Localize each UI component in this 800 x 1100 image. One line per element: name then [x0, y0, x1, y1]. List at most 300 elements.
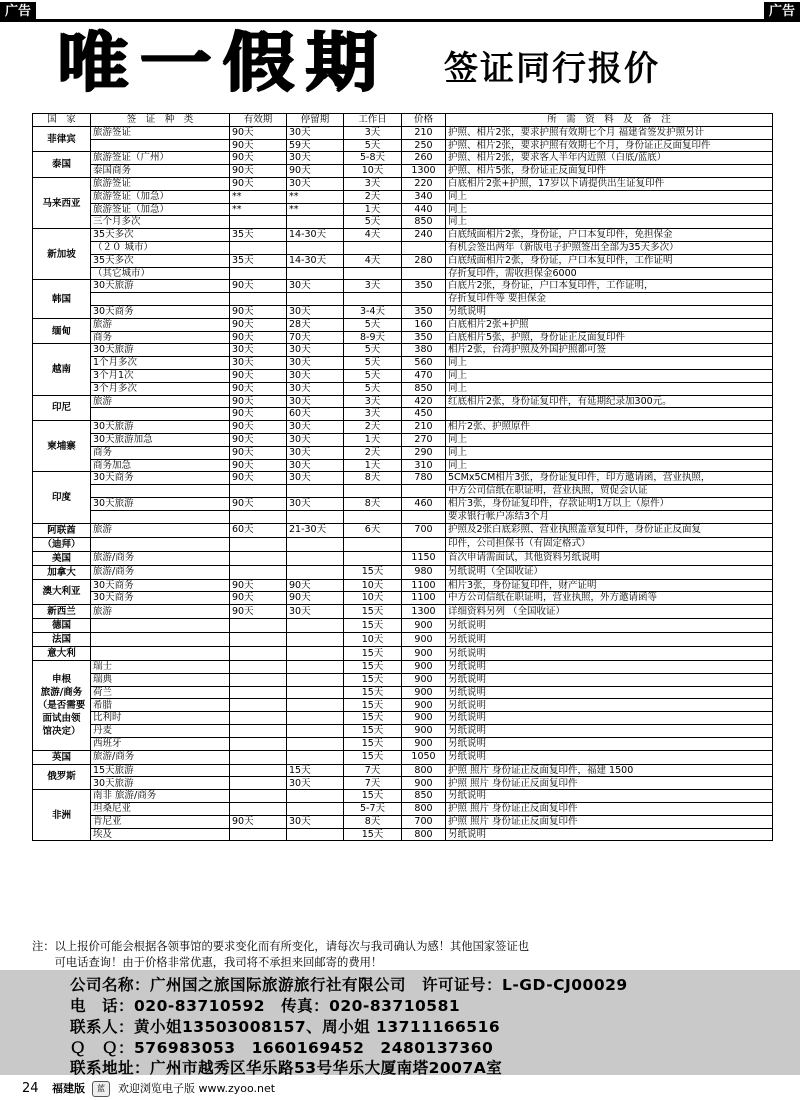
- price-cell: 700: [402, 815, 446, 828]
- table-row: [33, 661, 773, 674]
- contact-panel: [0, 970, 800, 1075]
- visa-type-cell: 30天旅游: [91, 344, 230, 357]
- workdays-cell: 8-9天: [344, 331, 402, 344]
- validity-cell: [230, 267, 287, 280]
- validity-cell: 60天: [230, 523, 287, 537]
- page-subtitle: 签证同行报价: [444, 49, 660, 89]
- price-cell: 160: [402, 318, 446, 331]
- stay-cell: 30天: [287, 433, 344, 446]
- validity-cell: [230, 777, 287, 790]
- validity-cell: [230, 737, 287, 750]
- visa-type-cell: [91, 537, 230, 551]
- requirements-cell: 护照、相片5张，身份证正反面复印件: [446, 165, 773, 178]
- table-row: [33, 344, 773, 357]
- visa-type-cell: [91, 408, 230, 421]
- visa-type-cell: 30天旅游: [91, 421, 230, 434]
- visa-type-cell: [91, 647, 230, 661]
- requirements-cell: 红底相片2张，身份证复印件，有延期纪录加300元。: [446, 395, 773, 408]
- requirements-cell: 护照 照片 身份证正反面复印件: [446, 803, 773, 816]
- price-cell: 900: [402, 633, 446, 647]
- workdays-cell: 15天: [344, 828, 402, 841]
- visa-type-cell: 35天多次: [91, 254, 230, 267]
- price-cell: 850: [402, 382, 446, 395]
- country-cell: 申根 旅游/商务 （是否需要 面试由领 馆决定）: [33, 661, 91, 751]
- validity-cell: 90天: [230, 152, 287, 165]
- validity-cell: [230, 647, 287, 661]
- visa-type-cell: [91, 633, 230, 647]
- validity-cell: [230, 790, 287, 803]
- table-row: [33, 510, 773, 523]
- contact-persons: 联系人：黄小姐13503008157、周小姐 13711166516: [70, 1018, 501, 1036]
- price-cell: 980: [402, 565, 446, 579]
- requirements-cell: 另纸说明: [446, 673, 773, 686]
- note-line-1: 注：以上报价可能会根据各领事馆的要求变化而有所变化，请每次与我司确认为感！其他国家签证也: [32, 940, 530, 953]
- workdays-cell: 6天: [344, 523, 402, 537]
- header-country: 国 家: [33, 114, 91, 127]
- visa-type-cell: 荷兰: [91, 686, 230, 699]
- price-cell: 900: [402, 619, 446, 633]
- workdays-cell: 15天: [344, 750, 402, 764]
- workdays-cell: 4天: [344, 254, 402, 267]
- stay-cell: 60天: [287, 408, 344, 421]
- table-row: [33, 229, 773, 242]
- validity-cell: [230, 828, 287, 841]
- country-cell: 印尼: [33, 395, 91, 421]
- stay-cell: 30天: [287, 344, 344, 357]
- workdays-cell: 5天: [344, 382, 402, 395]
- validity-cell: 90天: [230, 305, 287, 318]
- stay-cell: 30天: [287, 395, 344, 408]
- stay-cell: 70天: [287, 331, 344, 344]
- price-cell: [402, 537, 446, 551]
- stay-cell: [287, 510, 344, 523]
- header-stay: 停留期: [287, 114, 344, 127]
- visa-type-cell: 旅游签证（加急）: [91, 190, 230, 203]
- stay-cell: 59天: [287, 139, 344, 152]
- stay-cell: 90天: [287, 592, 344, 605]
- table-row: [33, 472, 773, 485]
- visa-type-cell: （２０ 城市）: [91, 241, 230, 254]
- table-row: [33, 421, 773, 434]
- visa-type-cell: 旅游/商务: [91, 750, 230, 764]
- validity-cell: [230, 661, 287, 674]
- validity-cell: 90天: [230, 472, 287, 485]
- validity-cell: **: [230, 203, 287, 216]
- workdays-cell: 1天: [344, 433, 402, 446]
- workdays-cell: 1天: [344, 459, 402, 472]
- stay-cell: 90天: [287, 579, 344, 592]
- visa-type-cell: 旅游: [91, 605, 230, 619]
- requirements-cell: 同上: [446, 369, 773, 382]
- price-cell: 440: [402, 203, 446, 216]
- requirements-cell: 同上: [446, 459, 773, 472]
- price-cell: 240: [402, 229, 446, 242]
- visa-type-cell: 30天商务: [91, 472, 230, 485]
- stay-cell: 30天: [287, 815, 344, 828]
- workdays-cell: 15天: [344, 737, 402, 750]
- country-cell: 马来西亚: [33, 177, 91, 228]
- validity-cell: 90天: [230, 433, 287, 446]
- workdays-cell: 5天: [344, 369, 402, 382]
- workdays-cell: 15天: [344, 661, 402, 674]
- visa-type-cell: 旅游: [91, 523, 230, 537]
- table-row: [33, 446, 773, 459]
- validity-cell: 90天: [230, 165, 287, 178]
- workdays-cell: 8天: [344, 815, 402, 828]
- table-row: [33, 216, 773, 229]
- visa-type-cell: 旅游签证（加急）: [91, 203, 230, 216]
- country-cell: 缅甸: [33, 318, 91, 344]
- table-row: [33, 592, 773, 605]
- visa-type-cell: 旅游签证: [91, 126, 230, 139]
- workdays-cell: 5天: [344, 139, 402, 152]
- table-row: [33, 331, 773, 344]
- table-row: [33, 369, 773, 382]
- workdays-cell: 3天: [344, 126, 402, 139]
- visa-type-cell: 旅游签证（广州）: [91, 152, 230, 165]
- header-price: 价格: [402, 114, 446, 127]
- stay-cell: 21-30天: [287, 523, 344, 537]
- footer-text: 欢迎浏览电子版 www.zyoo.net: [118, 1082, 276, 1095]
- validity-cell: 90天: [230, 421, 287, 434]
- country-cell: 新西兰: [33, 605, 91, 619]
- table-row: [33, 126, 773, 139]
- requirements-cell: 另纸说明: [446, 661, 773, 674]
- table-header-row: [33, 114, 773, 127]
- requirements-cell: 白底绒面相片2张，身份证，户口本复印件，工作证明: [446, 254, 773, 267]
- validity-cell: [230, 619, 287, 633]
- table-row: [33, 764, 773, 777]
- price-cell: 700: [402, 523, 446, 537]
- requirements-cell: 存折复印件，需收担保金6000: [446, 267, 773, 280]
- price-cell: 290: [402, 446, 446, 459]
- workdays-cell: 15天: [344, 686, 402, 699]
- requirements-cell: 另纸说明: [446, 647, 773, 661]
- table-row: [33, 803, 773, 816]
- workdays-cell: 15天: [344, 605, 402, 619]
- price-cell: 310: [402, 459, 446, 472]
- price-cell: 380: [402, 344, 446, 357]
- table-row: [33, 177, 773, 190]
- workdays-cell: 5-7天: [344, 803, 402, 816]
- requirements-cell: 白底相片2张+护照，17岁以下请提供出生证复印件: [446, 177, 773, 190]
- price-cell: 250: [402, 139, 446, 152]
- validity-cell: 90天: [230, 446, 287, 459]
- country-cell: 泰国: [33, 152, 91, 178]
- requirements-cell: 另纸说明: [446, 750, 773, 764]
- country-cell: 美国: [33, 551, 91, 565]
- visa-type-cell: 丹麦: [91, 725, 230, 738]
- workdays-cell: 3天: [344, 280, 402, 293]
- stay-cell: [287, 725, 344, 738]
- stay-cell: [287, 750, 344, 764]
- stay-cell: **: [287, 203, 344, 216]
- validity-cell: [230, 803, 287, 816]
- workdays-cell: [344, 485, 402, 498]
- visa-type-cell: 南非 旅游/商务: [91, 790, 230, 803]
- validity-cell: 35天: [230, 254, 287, 267]
- visa-type-cell: 旅游签证: [91, 177, 230, 190]
- stay-cell: 30天: [287, 280, 344, 293]
- validity-cell: [230, 510, 287, 523]
- stay-cell: 14-30天: [287, 229, 344, 242]
- workdays-cell: [344, 510, 402, 523]
- qq-numbers: Ｑ Ｑ：576983053 1660169452 2480137360: [70, 1039, 494, 1057]
- validity-cell: 90天: [230, 592, 287, 605]
- visa-type-cell: 商务加急: [91, 459, 230, 472]
- validity-cell: 90天: [230, 126, 287, 139]
- visa-type-cell: 30天商务: [91, 579, 230, 592]
- visa-type-cell: 30天旅游: [91, 280, 230, 293]
- requirements-cell: 相片2张、护照原件: [446, 421, 773, 434]
- workdays-cell: 15天: [344, 619, 402, 633]
- price-cell: [402, 293, 446, 306]
- workdays-cell: 1天: [344, 203, 402, 216]
- price-cell: 1050: [402, 750, 446, 764]
- price-cell: 470: [402, 369, 446, 382]
- requirements-cell: 另纸说明: [446, 828, 773, 841]
- requirements-cell: 同上: [446, 357, 773, 370]
- visa-type-cell: 瑞典: [91, 673, 230, 686]
- table-row: [33, 725, 773, 738]
- stay-cell: [287, 619, 344, 633]
- country-cell: 新加坡: [33, 229, 91, 280]
- price-cell: 1100: [402, 592, 446, 605]
- requirements-cell: 白底片2张，身份证，户口本复印件，工作证明，: [446, 280, 773, 293]
- validity-cell: 90天: [230, 408, 287, 421]
- header-requirements: 所 需 资 料 及 备 注: [446, 114, 773, 127]
- visa-type-cell: 商务: [91, 446, 230, 459]
- table-row: [33, 790, 773, 803]
- stay-cell: [287, 828, 344, 841]
- table-row: [33, 357, 773, 370]
- country-cell: （迪拜）: [33, 537, 91, 551]
- validity-cell: [230, 551, 287, 565]
- validity-cell: **: [230, 190, 287, 203]
- validity-cell: [230, 293, 287, 306]
- header-validity: 有效期: [230, 114, 287, 127]
- workdays-cell: 15天: [344, 712, 402, 725]
- workdays-cell: 10天: [344, 165, 402, 178]
- table-row: [33, 254, 773, 267]
- price-cell: [402, 267, 446, 280]
- stay-cell: [287, 661, 344, 674]
- table-row: [33, 712, 773, 725]
- validity-cell: 90天: [230, 395, 287, 408]
- price-cell: 900: [402, 712, 446, 725]
- workdays-cell: 2天: [344, 190, 402, 203]
- table-row: [33, 395, 773, 408]
- country-cell: 英国: [33, 750, 91, 764]
- price-cell: 450: [402, 408, 446, 421]
- stay-cell: [287, 803, 344, 816]
- country-cell: 加拿大: [33, 565, 91, 579]
- requirements-cell: 5CMx5CM相片3张，身份证复印件，印方邀请函，营业执照，: [446, 472, 773, 485]
- price-cell: 340: [402, 190, 446, 203]
- requirements-cell: 白底相片5张，护照，身份证正反面复印件: [446, 331, 773, 344]
- visa-type-cell: 30天旅游: [91, 497, 230, 510]
- workdays-cell: 15天: [344, 699, 402, 712]
- price-cell: 420: [402, 395, 446, 408]
- logo-icon: 蓝: [92, 1081, 110, 1097]
- stay-cell: 30天: [287, 357, 344, 370]
- stay-cell: [287, 241, 344, 254]
- table-row: [33, 485, 773, 498]
- visa-type-cell: 30天旅游加急: [91, 433, 230, 446]
- visa-type-cell: [91, 293, 230, 306]
- visa-type-cell: 30天旅游: [91, 777, 230, 790]
- validity-cell: 90天: [230, 280, 287, 293]
- table-row: [33, 280, 773, 293]
- workdays-cell: 10天: [344, 592, 402, 605]
- requirements-cell: 中方公司信纸在职证明，营业执照，外方邀请函等: [446, 592, 773, 605]
- stay-cell: [287, 712, 344, 725]
- workdays-cell: 7天: [344, 764, 402, 777]
- stay-cell: 30天: [287, 152, 344, 165]
- workdays-cell: 4天: [344, 229, 402, 242]
- header: [28, 24, 788, 102]
- visa-type-cell: 15天旅游: [91, 764, 230, 777]
- stay-cell: 30天: [287, 446, 344, 459]
- country-cell: 印度: [33, 472, 91, 523]
- price-cell: 850: [402, 790, 446, 803]
- validity-cell: 90天: [230, 331, 287, 344]
- price-cell: 460: [402, 497, 446, 510]
- stay-cell: [287, 673, 344, 686]
- table-row: [33, 293, 773, 306]
- price-cell: 1300: [402, 165, 446, 178]
- stay-cell: 30天: [287, 459, 344, 472]
- stay-cell: [287, 686, 344, 699]
- validity-cell: [230, 725, 287, 738]
- price-cell: 350: [402, 280, 446, 293]
- table-row: [33, 537, 773, 551]
- validity-cell: [230, 750, 287, 764]
- table-row: [33, 433, 773, 446]
- requirements-cell: 同上: [446, 382, 773, 395]
- requirements-cell: 另纸说明: [446, 699, 773, 712]
- stay-cell: [287, 790, 344, 803]
- table-row: [33, 605, 773, 619]
- workdays-cell: 2天: [344, 421, 402, 434]
- visa-type-cell: 商务: [91, 331, 230, 344]
- stay-cell: [287, 699, 344, 712]
- price-cell: 350: [402, 331, 446, 344]
- stay-cell: [287, 647, 344, 661]
- validity-cell: [230, 216, 287, 229]
- stay-cell: 90天: [287, 165, 344, 178]
- stay-cell: 30天: [287, 126, 344, 139]
- price-cell: [402, 510, 446, 523]
- requirements-cell: 另纸说明: [446, 619, 773, 633]
- table-row: [33, 267, 773, 280]
- price-cell: [402, 241, 446, 254]
- requirements-cell: 中方公司信纸在职证明，营业执照，贸促会认证: [446, 485, 773, 498]
- workdays-cell: 3-4天: [344, 305, 402, 318]
- top-divider: [0, 19, 800, 22]
- requirements-cell: 存折复印件等 要担保金: [446, 293, 773, 306]
- requirements-cell: 另纸说明: [446, 725, 773, 738]
- visa-type-cell: 1个月多次: [91, 357, 230, 370]
- visa-type-cell: 三个月多次: [91, 216, 230, 229]
- visa-type-cell: 35天多次: [91, 229, 230, 242]
- requirements-cell: 同上: [446, 433, 773, 446]
- workdays-cell: [344, 551, 402, 565]
- validity-cell: [230, 565, 287, 579]
- visa-type-cell: 肯尼亚: [91, 815, 230, 828]
- table-body: [33, 126, 773, 841]
- validity-cell: 90天: [230, 318, 287, 331]
- price-cell: 800: [402, 828, 446, 841]
- table-row: [33, 699, 773, 712]
- country-cell: 韩国: [33, 280, 91, 318]
- country-cell: 德国: [33, 619, 91, 633]
- visa-type-cell: 旅游/商务: [91, 565, 230, 579]
- stay-cell: 30天: [287, 421, 344, 434]
- validity-cell: [230, 537, 287, 551]
- visa-type-cell: 旅游: [91, 395, 230, 408]
- stay-cell: 30天: [287, 382, 344, 395]
- price-cell: 350: [402, 305, 446, 318]
- workdays-cell: 10天: [344, 579, 402, 592]
- requirements-cell: 护照、相片2张，要求护照有效期七个月 福建省签发护照另计: [446, 126, 773, 139]
- visa-type-cell: 旅游: [91, 318, 230, 331]
- requirements-cell: 另纸说明: [446, 737, 773, 750]
- requirements-cell: 同上: [446, 446, 773, 459]
- requirements-cell: 另纸说明: [446, 686, 773, 699]
- visa-price-table: [32, 113, 773, 841]
- stay-cell: [287, 293, 344, 306]
- table-row: [33, 152, 773, 165]
- table-row: [33, 673, 773, 686]
- validity-cell: [230, 633, 287, 647]
- stay-cell: **: [287, 190, 344, 203]
- workdays-cell: 5天: [344, 216, 402, 229]
- page-title: 唯一假期: [56, 25, 388, 100]
- table-row: [33, 497, 773, 510]
- workdays-cell: 10天: [344, 633, 402, 647]
- country-cell: 越南: [33, 344, 91, 395]
- table-row: [33, 190, 773, 203]
- ad-tag-right: 广告: [764, 2, 800, 21]
- validity-cell: [230, 699, 287, 712]
- requirements-cell: 另纸说明: [446, 633, 773, 647]
- footer: [0, 1078, 800, 1100]
- price-cell: 850: [402, 216, 446, 229]
- table-row: [33, 523, 773, 537]
- requirements-cell: 护照、相片2张，要求客人半年内近照（白底/蓝底）: [446, 152, 773, 165]
- visa-price-table-wrapper: [32, 113, 772, 841]
- table-row: [33, 241, 773, 254]
- country-cell: 柬埔寨: [33, 421, 91, 472]
- country-cell: 菲律宾: [33, 126, 91, 152]
- validity-cell: 90天: [230, 497, 287, 510]
- price-cell: 900: [402, 777, 446, 790]
- price-cell: 800: [402, 764, 446, 777]
- ad-tag-left: 广告: [0, 2, 36, 21]
- validity-cell: 90天: [230, 139, 287, 152]
- stay-cell: [287, 267, 344, 280]
- requirements-cell: 有机会签出两年（新版电子护照签出全部为35天多次）: [446, 241, 773, 254]
- visa-type-cell: 坦桑尼亚: [91, 803, 230, 816]
- stay-cell: 30天: [287, 369, 344, 382]
- requirements-cell: 另纸说明: [446, 712, 773, 725]
- validity-cell: 90天: [230, 605, 287, 619]
- workdays-cell: 3天: [344, 408, 402, 421]
- requirements-cell: 要求银行帐户冻结3个月: [446, 510, 773, 523]
- table-row: [33, 305, 773, 318]
- visa-type-cell: [91, 619, 230, 633]
